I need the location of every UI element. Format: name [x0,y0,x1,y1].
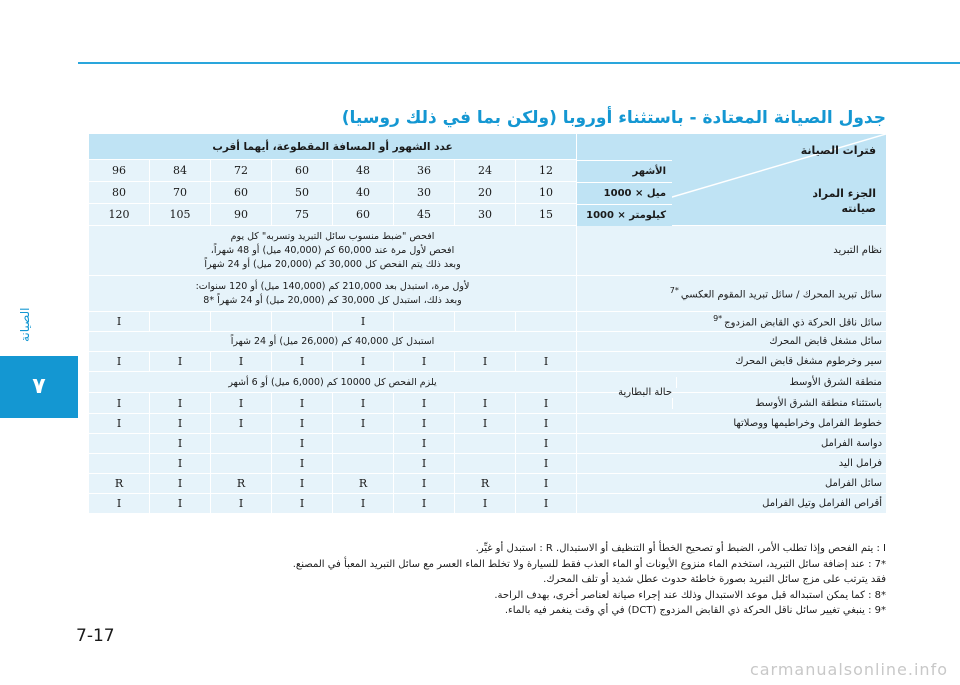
schedule-cell: I [516,454,577,474]
schedule-cell [272,312,333,332]
schedule-cell: I [272,393,333,414]
interval-value-cell: 72 [211,160,272,182]
schedule-cell: I [333,352,394,372]
schedule-cell: I [150,454,211,474]
interval-value-cell: 40 [333,182,394,204]
interval-value-cell: 60 [272,160,333,182]
schedule-cell: I [272,454,333,474]
row-text-cell [89,276,577,312]
table-row [89,454,887,474]
row-label: نظام التبريد [833,245,883,256]
schedule-cell [455,454,516,474]
schedule-cell: I [394,494,455,514]
interval-value-cell: 24 [455,160,516,182]
corner-interval-label: فترات الصيانة [800,144,877,157]
schedule-cell: R [333,474,394,494]
schedule-cell: I [150,494,211,514]
interval-value-cell: 50 [272,182,333,204]
schedule-cell: I [89,494,150,514]
interval-value-cell: 48 [333,160,394,182]
interval-value-cell: 70 [150,182,211,204]
interval-value-cell: 30 [394,182,455,204]
row-label-cell [577,454,887,474]
row-label-cell [577,352,887,372]
interval-value-cell: 15 [516,204,577,226]
schedule-cell: I [89,352,150,372]
interval-value-cell: 96 [89,160,150,182]
row-label: سائل ناقل الحركة ذي القابض المزدوج [724,317,883,329]
top-rule [78,62,960,64]
table-row [89,414,887,434]
schedule-cell: R [89,474,150,494]
schedule-cell [211,454,272,474]
schedule-cell: I [394,352,455,372]
row-sub-label: باستثناء منطقة الشرق الأوسط [672,398,886,409]
interval-value-cell: 36 [394,160,455,182]
schedule-cell: I [516,474,577,494]
schedule-cell: I [211,414,272,434]
schedule-cell: I [394,434,455,454]
schedule-cell: I [455,414,516,434]
schedule-cell: I [211,352,272,372]
schedule-cell: R [211,474,272,494]
schedule-cell: I [272,474,333,494]
interval-value-cell: 10 [516,182,577,204]
schedule-cell: I [394,393,455,414]
footnotes [86,541,886,619]
schedule-cell: I [272,352,333,372]
row-text-line: وبعد ذلك، استبدل كل 30,000 كم (20,000 ميل) أو 24 شهراً *8 [203,294,462,306]
row-text-cell [89,226,577,276]
schedule-cell: I [394,454,455,474]
schedule-cell [89,434,150,454]
corner-part-line-1: الجزء المراد [812,187,877,200]
interval-value-cell: 80 [89,182,150,204]
row-text-line: وبعد ذلك يتم الفحص كل 30,000 كم (20,000 ميل) أو 24 شهراً [204,258,461,270]
schedule-cell: I [394,474,455,494]
page-number: 7-17 [76,626,115,646]
schedule-cell [333,454,394,474]
footnote-line: *7 : عند إضافة سائل التبريد، استخدم الماء منزوع الأيونات أو الماء العذب فقط للسيارة ولا تخلط الماء العسر مع سائل التبريد المعبأ في المصنع. [292,558,886,570]
schedule-cell: I [333,414,394,434]
schedule-cell [455,312,516,332]
header-row-label: ميل × 1000 [577,182,672,204]
schedule-cell: I [211,494,272,514]
schedule-cell [150,312,211,332]
schedule-cell: I [150,393,211,414]
schedule-cell [211,434,272,454]
interval-value-cell: 60 [211,182,272,204]
row-label-cell [577,312,887,332]
schedule-cell: I [89,393,150,414]
interval-value-cell: 60 [333,204,394,226]
row-label-cell [577,414,887,434]
row-text-cell: يلزم الفحص كل 10000 كم (6,000 ميل) أو 6 أشهر [89,372,577,393]
schedule-cell: I [455,352,516,372]
row-label-cell [577,434,887,454]
table-row [89,312,887,332]
interval-value-cell: 90 [211,204,272,226]
row-group-label: حالة البطارية [618,386,673,398]
row-label-cell [577,226,887,276]
row-label-cell [577,332,887,352]
schedule-cell: I [516,434,577,454]
header-interval-row [89,134,887,160]
schedule-cell: I [516,393,577,414]
header-row-labels [577,160,672,226]
row-label: دواسة الفرامل [820,438,883,449]
row-label: أقراص الفرامل وتيل الفرامل [762,498,883,509]
header-row-label: كيلومتر × 1000 [577,204,672,226]
chapter-tab: ٧ [0,356,78,418]
schedule-cell: I [394,414,455,434]
schedule-cell [89,454,150,474]
footnote-line: *9 : ينبغي تغيير سائل ناقل الحركة ذي القابض المزدوج (DCT) في أي وقت ينغمر فيه بالماء. [504,605,886,616]
schedule-cell: I [516,494,577,514]
schedule-cell: I [272,434,333,454]
footnote-line: I : يتم الفحص وإذا تطلب الأمر، الضبط أو تصحيح الخطأ أو التنظيف أو الاستبدال. R : استبدل أو غيِّر. [475,543,886,554]
schedule-cell: I [455,393,516,414]
maintenance-schedule-table [88,133,887,514]
table-row [89,332,887,352]
interval-value-cell: 120 [89,204,150,226]
row-sub-label: منطقة الشرق الأوسط [676,377,886,388]
footnote-line: *8 : كما يمكن استبداله قبل موعد الاستبدال وذلك عند إجراء صيانة لعناصر أخرى، بهدف الراحة. [494,589,886,601]
schedule-cell: I [333,312,394,332]
schedule-cell: I [89,414,150,434]
schedule-cell: I [89,312,150,332]
table-row [89,474,887,494]
table-row [89,352,887,372]
schedule-cell [211,312,272,332]
row-label: فرامل اليد [838,458,883,469]
table-row [89,434,887,454]
row-label: سائل تبريد المحرك / سائل تبريد المقوم العكسي [680,289,883,301]
row-label: سائل الفرامل [824,478,883,489]
interval-value-cell: 84 [150,160,211,182]
watermark: carmanualsonline.info [749,660,948,679]
interval-value-cell: 20 [455,182,516,204]
schedule-cell [455,434,516,454]
table-row [89,276,887,312]
row-label: سائل مشغل قابض المحرك [769,336,883,347]
row-label: خطوط الفرامل وخراطيمها ووصلاتها [733,418,883,429]
schedule-cell: I [272,494,333,514]
row-text-line: لأول مرة، استبدل بعد 210,000 كم (140,000 ميل) أو 120 سنوات: [195,280,470,292]
row-text-cell: استبدل كل 40,000 كم (26,000 ميل) أو 24 شهراً [89,332,577,352]
schedule-cell: I [516,414,577,434]
interval-value-cell: 105 [150,204,211,226]
row-label-cell [577,372,887,398]
schedule-cell: I [150,414,211,434]
footnote-line: فقد يترتب على مزج سائل التبريد بصورة خاطئة حدوث عطل شديد أو تلف المحرك. [543,574,886,585]
footnote-marker: *7 [669,286,679,296]
schedule-cell [516,312,577,332]
corner-header-cell [577,134,887,226]
interval-value-cell: 45 [394,204,455,226]
table-row [89,226,887,276]
section-label: الصيانة [18,307,32,343]
schedule-cell: I [333,393,394,414]
schedule-cell: I [150,352,211,372]
page-title: جدول الصيانة المعتادة - باستثناء أوروبا (ولكن بما في ذلك روسيا) [341,108,886,128]
interval-title-cell: عدد الشهور أو المسافة المقطوعة، أيهما أقرب [89,134,577,160]
row-label-cell [577,474,887,494]
interval-value-cell: 30 [455,204,516,226]
schedule-cell: R [455,474,516,494]
footnote-marker: *9 [713,314,723,324]
schedule-cell: I [272,414,333,434]
row-label: سير وخرطوم مشغل قابض المحرك [735,356,883,367]
schedule-cell: I [333,494,394,514]
corner-part-line-2: صيانته [841,202,877,215]
row-label-cell [577,276,887,312]
schedule-cell: I [150,434,211,454]
corner-part-label [812,186,876,216]
row-label-cell [577,494,887,514]
table-row [89,393,887,414]
schedule-cell [394,312,455,332]
schedule-cell: I [150,474,211,494]
row-text-line: افحص "ضبط منسوب سائل التبريد وتسربه" كل يوم [230,230,435,242]
table-row [89,372,887,393]
schedule-cell: I [455,494,516,514]
interval-value-cell: 12 [516,160,577,182]
interval-value-cell: 75 [272,204,333,226]
schedule-cell: I [211,393,272,414]
schedule-cell [333,434,394,454]
table-row [89,494,887,514]
header-row-label: الأشهر [577,160,672,182]
schedule-cell: I [516,352,577,372]
row-text-line: افحص لأول مرة عند 60,000 كم (40,000 ميل) أو 48 شهراً، [210,244,455,256]
